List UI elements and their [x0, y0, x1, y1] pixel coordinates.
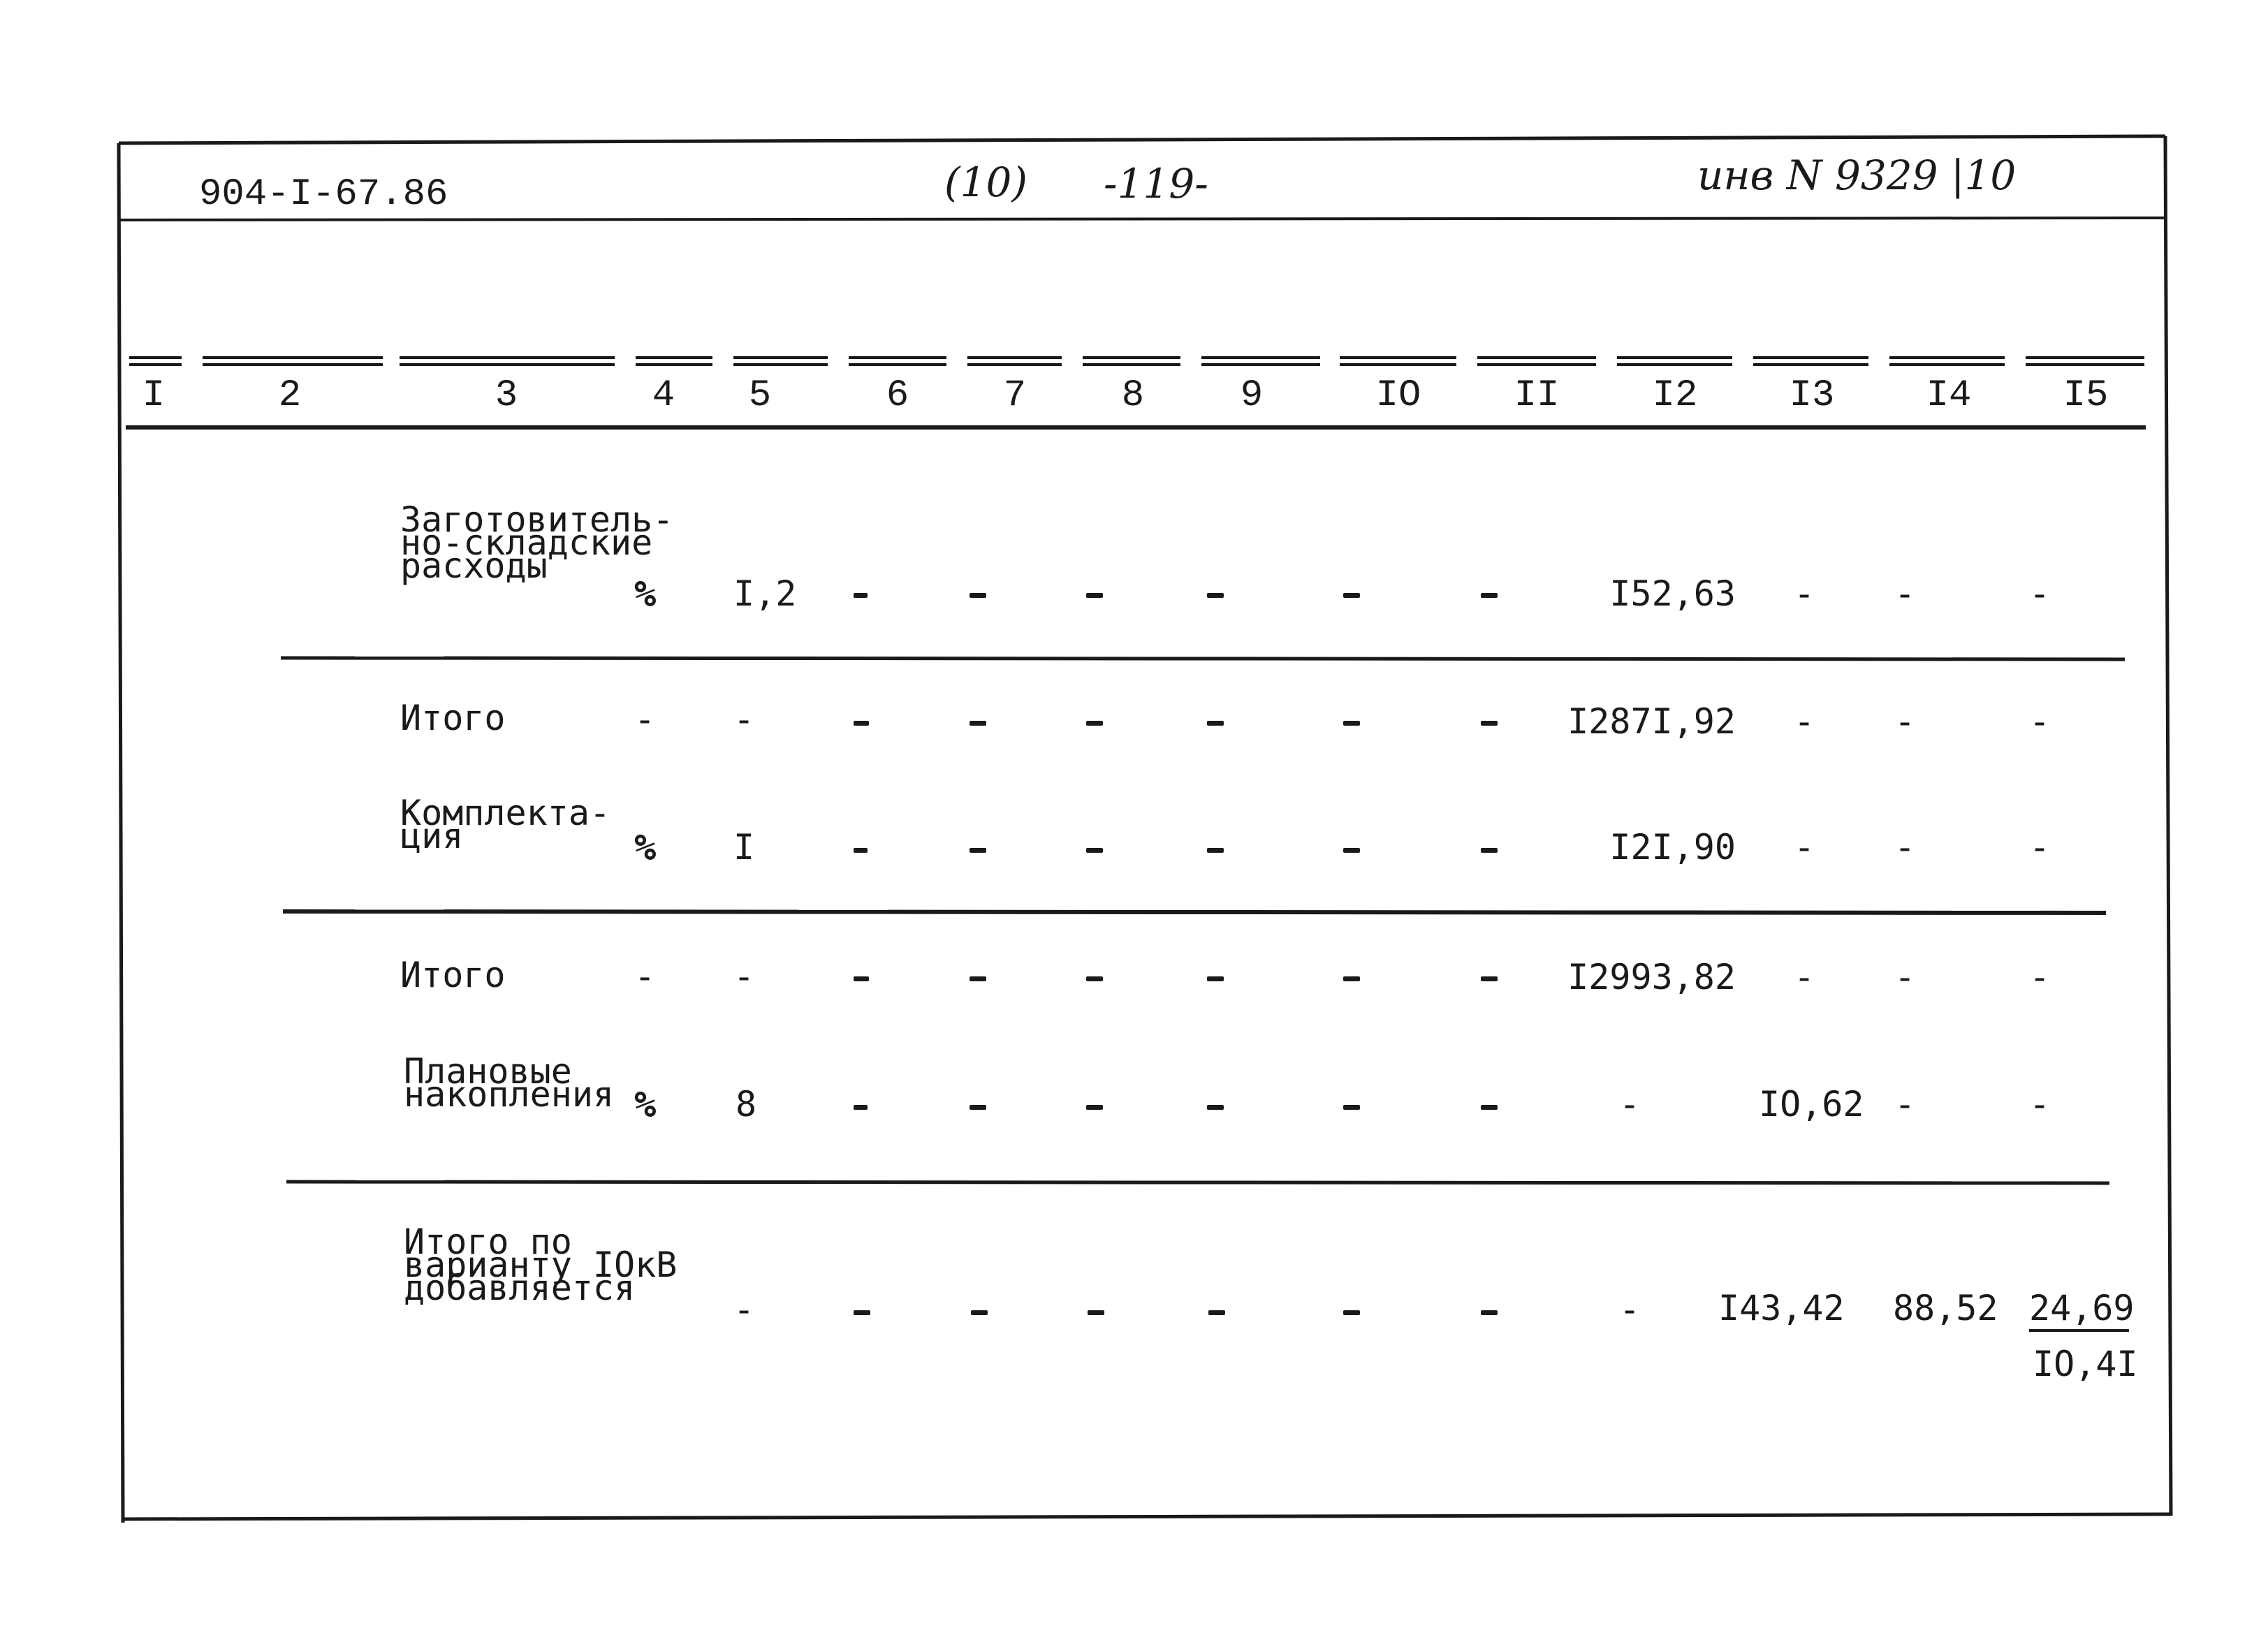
row-value-col13: -	[1794, 573, 1815, 614]
dash	[1086, 721, 1103, 726]
row-label: Комплекта- ция	[400, 793, 611, 856]
column-header: I4	[1926, 374, 1972, 417]
dash	[1208, 1310, 1225, 1315]
dash	[1343, 1105, 1360, 1110]
dash	[1207, 1105, 1224, 1110]
row-value-col5: -	[733, 956, 755, 997]
dash	[1088, 1310, 1104, 1315]
dash	[1343, 848, 1360, 853]
column-header: 7	[1003, 374, 1027, 417]
row-label: Плановые накопления	[404, 1051, 615, 1115]
dash	[970, 1105, 986, 1110]
row-value-col13: -	[1794, 701, 1815, 742]
row-unit: -	[634, 699, 656, 740]
dash	[1086, 848, 1103, 853]
row-value-col15: -	[2029, 1084, 2051, 1124]
row-value-col14: -	[1894, 1084, 1916, 1124]
column-header: I5	[2063, 374, 2109, 417]
row-value-col12: I2I,90	[1609, 827, 1736, 867]
row-label: Заготовитель- но-складские расходы	[400, 499, 674, 586]
row-label: Итого по варианту IOкВ добавляется	[404, 1222, 678, 1308]
dash	[1481, 1105, 1498, 1110]
row-value-col13: IO,62	[1759, 1084, 1864, 1124]
column-header: I	[142, 374, 166, 417]
dash	[1207, 976, 1224, 981]
dash	[970, 721, 986, 726]
column-header: 5	[748, 374, 772, 417]
dash	[970, 848, 986, 853]
dash	[854, 1310, 870, 1315]
row-label: Итого	[400, 698, 506, 738]
column-header: 3	[495, 374, 518, 417]
row-unit: %	[634, 827, 657, 869]
dash	[1343, 721, 1360, 726]
dash	[1086, 976, 1103, 981]
row-value-col14: -	[1894, 827, 1916, 867]
dash	[1343, 593, 1360, 598]
row-value-col5: -	[733, 699, 755, 740]
row-value-col12: -	[1619, 1084, 1641, 1124]
row-unit: %	[634, 573, 657, 615]
dash	[1207, 848, 1224, 853]
dash	[854, 976, 869, 981]
column-header: 9	[1240, 374, 1264, 417]
document-code: 904-I-67.86	[199, 173, 448, 216]
dash	[1481, 721, 1498, 726]
row-value-col15: -	[2029, 573, 2051, 614]
row-value-col15: -	[2029, 701, 2051, 742]
sheet-number: (10)	[944, 159, 1028, 206]
dash	[1086, 1105, 1103, 1110]
column-header: I3	[1789, 374, 1835, 417]
dash	[854, 1105, 868, 1110]
row-value-col5: -	[733, 1289, 755, 1330]
row-value-col13: -	[1794, 957, 1815, 997]
column-header: 6	[886, 374, 909, 417]
row-value-col15: 24,69	[2029, 1288, 2135, 1328]
row-unit: %	[634, 1084, 657, 1126]
row-value-col14: 88,52	[1893, 1288, 1998, 1328]
dash	[1481, 593, 1498, 598]
dash	[1481, 1310, 1498, 1315]
row-value-col12: I2993,82	[1567, 957, 1736, 997]
column-header: II	[1514, 374, 1560, 417]
row-value-col15: -	[2029, 827, 2051, 867]
row-value-col14: -	[1894, 573, 1916, 614]
dash	[854, 593, 868, 598]
dash	[854, 721, 869, 726]
dash	[1207, 721, 1224, 726]
row-value-col12: I52,63	[1609, 573, 1736, 614]
row-value-col12: I287I,92	[1567, 701, 1736, 742]
dash	[971, 1310, 988, 1315]
dash	[1343, 1310, 1360, 1315]
column-header: IO	[1375, 374, 1421, 417]
page-number: -119-	[1104, 160, 1208, 207]
dash	[1481, 848, 1498, 853]
row-value-col13: -	[1794, 827, 1815, 867]
row-value-col12: -	[1619, 1289, 1641, 1330]
row-value-col14: -	[1894, 701, 1916, 742]
dash	[970, 976, 986, 981]
inventory-number: инв N 9329 |10	[1697, 152, 2017, 199]
dash	[1086, 593, 1103, 598]
row-value-col14: -	[1894, 957, 1916, 997]
dash	[1481, 976, 1498, 981]
dash	[1207, 593, 1224, 598]
dash	[970, 593, 986, 598]
row-value-col15-second: IO,4I	[2033, 1344, 2138, 1384]
column-header: 2	[278, 374, 302, 417]
row-value-col15: -	[2029, 957, 2051, 997]
column-header: I2	[1652, 374, 1698, 417]
row-value-col5: 8	[736, 1084, 757, 1124]
row-value-col13: I43,42	[1718, 1288, 1845, 1328]
row-unit: -	[634, 956, 656, 997]
row-label: Итого	[400, 955, 506, 995]
column-header: 8	[1121, 374, 1145, 417]
dash	[854, 848, 868, 853]
dash	[1343, 976, 1360, 981]
row-value-col5: I	[733, 827, 755, 867]
column-header: 4	[652, 374, 675, 417]
row-value-col5: I,2	[733, 573, 797, 614]
